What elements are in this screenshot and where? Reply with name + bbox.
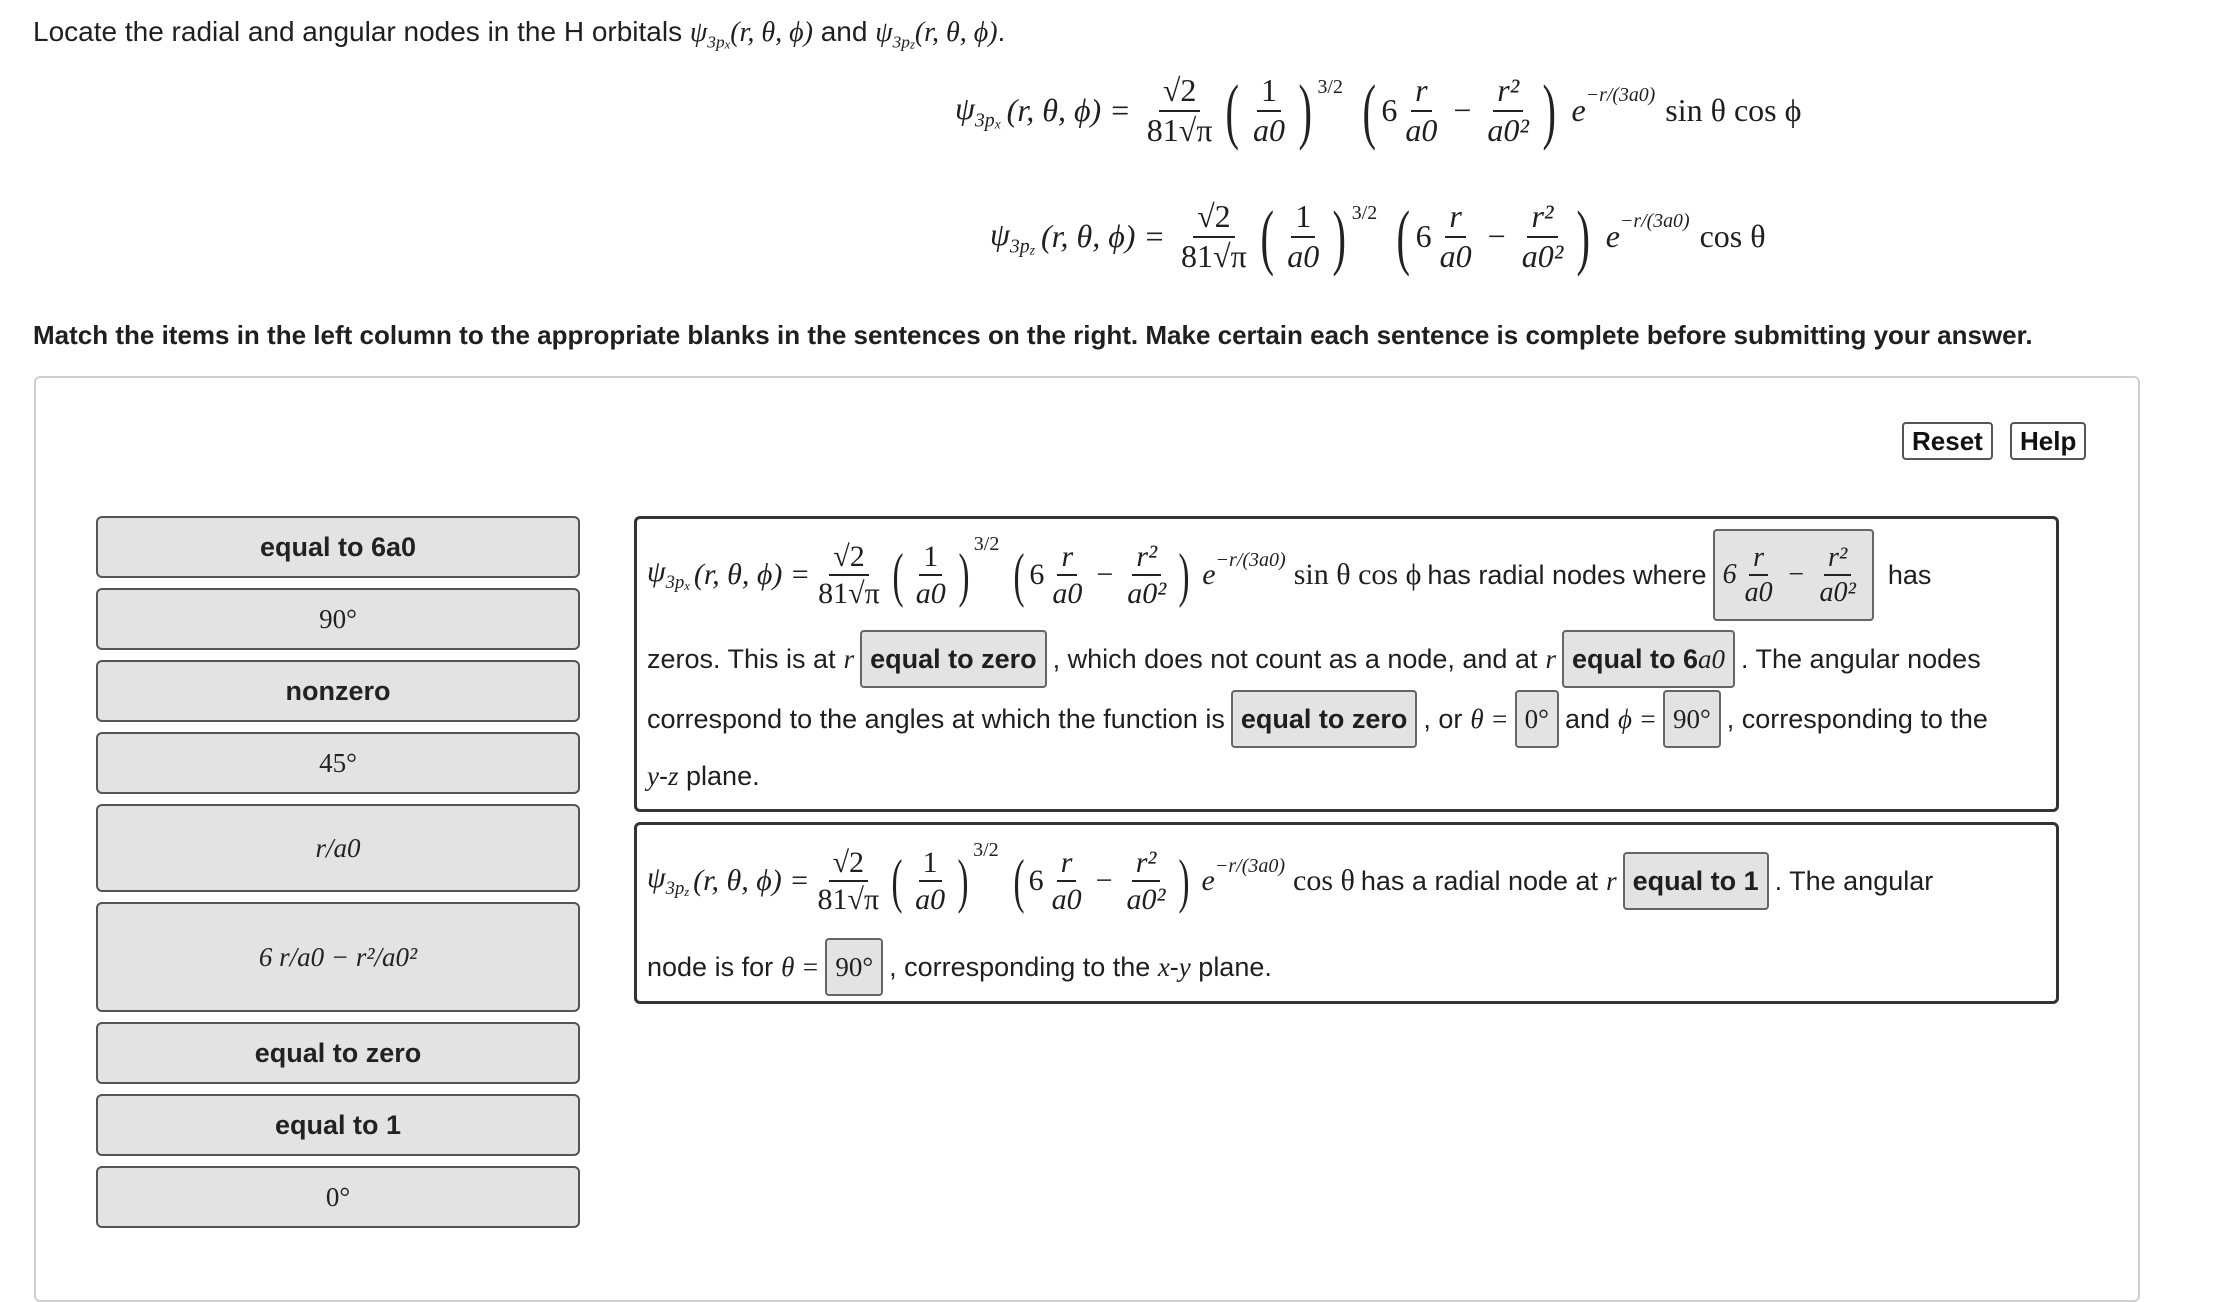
sentence-1-box <box>634 516 2059 812</box>
instructions: Match the items in the left column to the appropriate blanks in the sentences on the right. Make certain each sentence is complete before submitting your answer. <box>33 320 2033 350</box>
sentence-1-blank-e[interactable]: 90° <box>1663 690 1721 748</box>
chip-equal-to-6a0[interactable]: equal to 6a0 <box>96 516 580 578</box>
question-text: Locate the radial and angular nodes in the H orbitals $\psi_{3px}(r$, θ, ϕ) and $\psi_{3pz}(r$, θ, ϕ). <box>33 16 1006 52</box>
sentence-1-blank-polynomial[interactable]: 6 $\frac{r}{a0}$ − $\frac{\text{r²}}{\text{a0²}}$ <box>1713 529 1874 621</box>
chip-radial-polynomial[interactable]: 6 r/a0 − r²/a0² <box>96 902 580 1012</box>
chip-90-deg[interactable]: 90° <box>96 588 580 650</box>
reset-button[interactable]: Reset <box>1902 422 1993 460</box>
help-button[interactable]: Help <box>2010 422 2086 460</box>
sentence-1-line-2: zeros. This is at r equal to zero , which does not count as a node, and at r equal to 6 a0 . The angular nodes <box>647 629 1981 689</box>
chip-equal-to-1[interactable]: equal to 1 <box>96 1094 580 1156</box>
sentence-1-blank-d[interactable]: 0° <box>1515 690 1559 748</box>
args-2: (r, θ, ϕ) <box>914 17 998 48</box>
chip-nonzero[interactable]: nonzero <box>96 660 580 722</box>
sentence-1-blank-a[interactable]: equal to zero <box>860 630 1047 688</box>
equation-3px: $\psi_{3px}$ (r, θ, ϕ) = $\frac{√2}{81√\pi}$ ( $\frac{1}{a0}$ ) 3/2 ( 6 $\frac{r}{a0}$ − $\frac{\text{r²}}{\text{a0²}}$ ) e −r/(3a0) sin θ cos ϕ <box>955 69 1802 151</box>
psi-3px-label: $\psi_{3px}$ <box>689 17 731 52</box>
sentence-1-line-3: correspond to the angles at which the function is equal to zero , or θ = 0° and ϕ = 90° , corresponding to the <box>647 689 1988 749</box>
sentence-2-box <box>634 822 2059 1004</box>
args-1: (r, θ, ϕ) <box>730 17 813 48</box>
sentence-2-line-2: node is for θ = 90° , corresponding to the x - y plane. <box>647 937 1272 997</box>
chip-0-deg[interactable]: 0° <box>96 1166 580 1228</box>
sentence-1-blank-c[interactable]: equal to zero <box>1231 690 1418 748</box>
chip-45-deg[interactable]: 45° <box>96 732 580 794</box>
question-and: and <box>820 16 868 47</box>
sentence-2-blank-b[interactable]: 90° <box>825 938 883 996</box>
question-prefix: Locate the radial and angular nodes in the H orbitals <box>33 16 683 47</box>
sentence-2-line-1: $\psi_{3pz}$ (r, θ, ϕ) = $\frac{√2}{81√\pi}$ ( $\frac{1}{a0}$ ) 3/2 ( 6 $\frac{r}{a0}$ − $\frac{\text{r²}}{\text{a0²}}$ ) e −r/(3a0) cos θ has a radial node at r equal to 1 . The angular <box>647 839 1934 916</box>
sentence-1-line-4: y - z plane. <box>647 760 760 791</box>
sentence-1-line-1: $\psi_{3px}$ (r, θ, ϕ) = $\frac{√2}{81√\pi}$ ( $\frac{1}{a0}$ ) 3/2 ( 6 $\frac{r}{a0}$ − $\frac{\text{r²}}{\text{a0²}}$ ) e −r/(3a0) sin θ cos ϕ has radial nodes where 6 $\frac{r}{a0}$ − $\frac{\text{r²}}{\text{a0²}}$ has <box>647 527 1931 623</box>
sentence-1-blank-b[interactable]: equal to 6 a0 <box>1562 630 1735 688</box>
chip-r-over-a0[interactable]: r/a0 <box>96 804 580 892</box>
psi-3pz-label: $\psi_{3pz}$ <box>875 17 915 52</box>
sentence-2-blank-a[interactable]: equal to 1 <box>1623 852 1769 910</box>
chip-equal-to-zero[interactable]: equal to zero <box>96 1022 580 1084</box>
equation-3pz: $\psi_{3pz}$ (r, θ, ϕ) = $\frac{√2}{81√\pi}$ ( $\frac{1}{a0}$ ) 3/2 ( 6 $\frac{r}{a0}$ − $\frac{\text{r²}}{\text{a0²}}$ ) e −r/(3a0) cos θ <box>990 195 1766 277</box>
